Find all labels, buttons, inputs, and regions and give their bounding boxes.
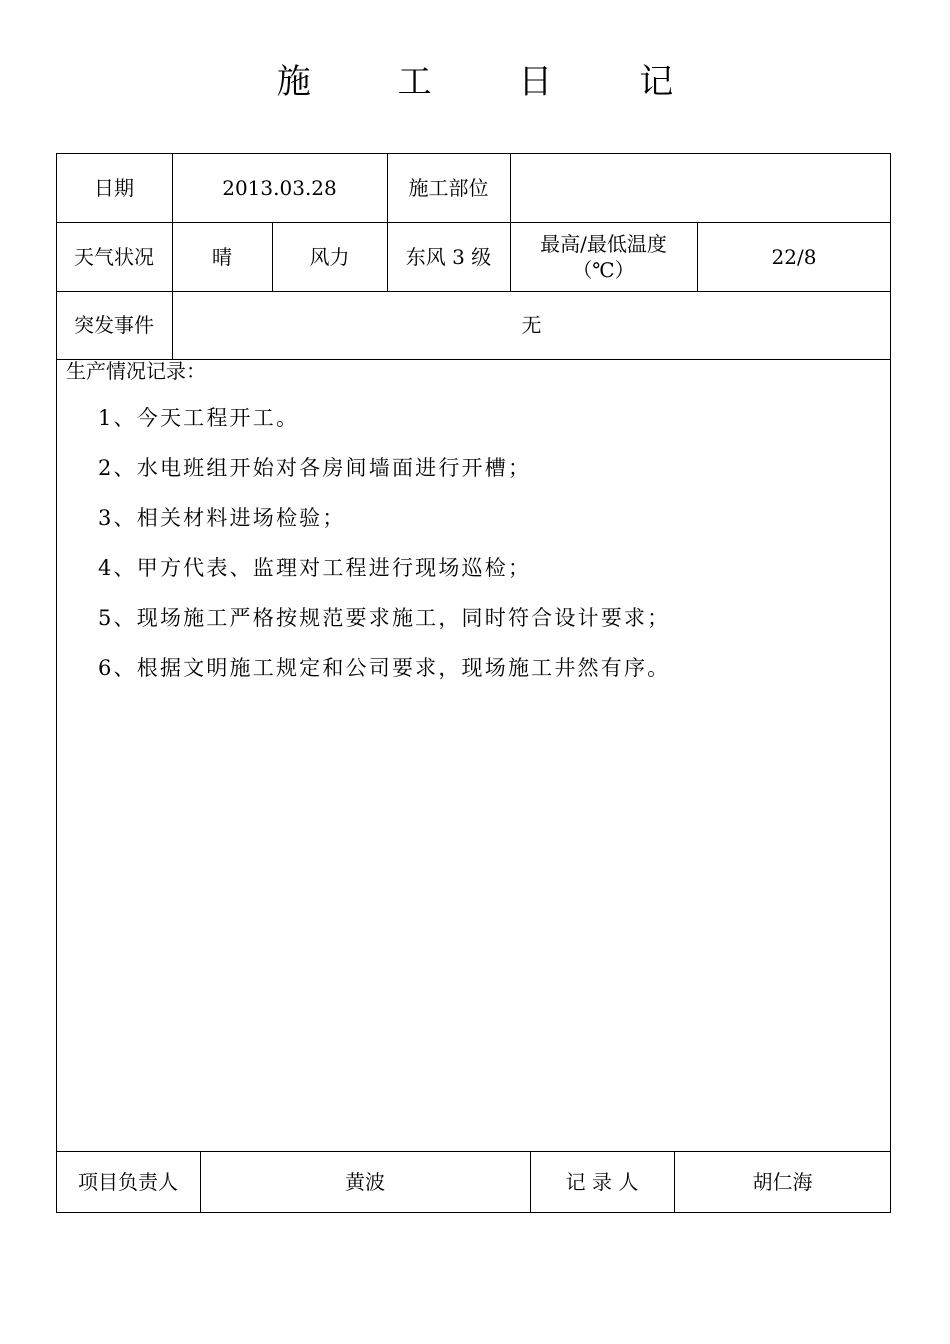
- production-log-label: 生产情况记录：: [66, 359, 206, 383]
- weather-label: 天气状况: [74, 244, 154, 269]
- list-item: 5、现场施工严格按规范要求施工，同时符合设计要求；: [98, 606, 671, 630]
- manager-label: 项目负责人: [78, 1170, 178, 1194]
- recorder-label: 记 录 人: [565, 1170, 639, 1194]
- recorder-value: 胡仁海: [752, 1170, 813, 1194]
- temperature-label-line2: （℃）: [572, 257, 635, 282]
- list-item: 1、今天工程开工。: [98, 406, 300, 430]
- wind-label: 风力: [309, 244, 350, 269]
- list-item: 6、根据文明施工规定和公司要求，现场施工井然有序。: [98, 656, 671, 680]
- document-title: 施 工 日 记: [276, 62, 712, 102]
- location-label: 施工部位: [408, 175, 489, 200]
- incident-label: 突发事件: [74, 313, 154, 337]
- location-value: [510, 153, 891, 222]
- manager-value: 黄波: [345, 1170, 385, 1194]
- list-item: 2、水电班组开始对各房间墙面进行开槽；: [98, 456, 532, 480]
- production-log-list: [98, 393, 670, 693]
- incident-value: 无: [521, 313, 542, 337]
- date-label: 日期: [94, 175, 134, 200]
- list-item: 4、甲方代表、监理对工程进行现场巡检；: [98, 556, 532, 580]
- date-value: 2013.03.28: [222, 175, 337, 200]
- list-item: 3、相关材料进场检验；: [98, 506, 346, 530]
- wind-value: 东风 3 级: [405, 244, 492, 269]
- temperature-label: [510, 222, 697, 291]
- weather-value: 晴: [212, 244, 232, 269]
- temperature-label-line1: 最高/最低温度: [540, 231, 667, 256]
- temperature-value: 22/8: [771, 244, 817, 269]
